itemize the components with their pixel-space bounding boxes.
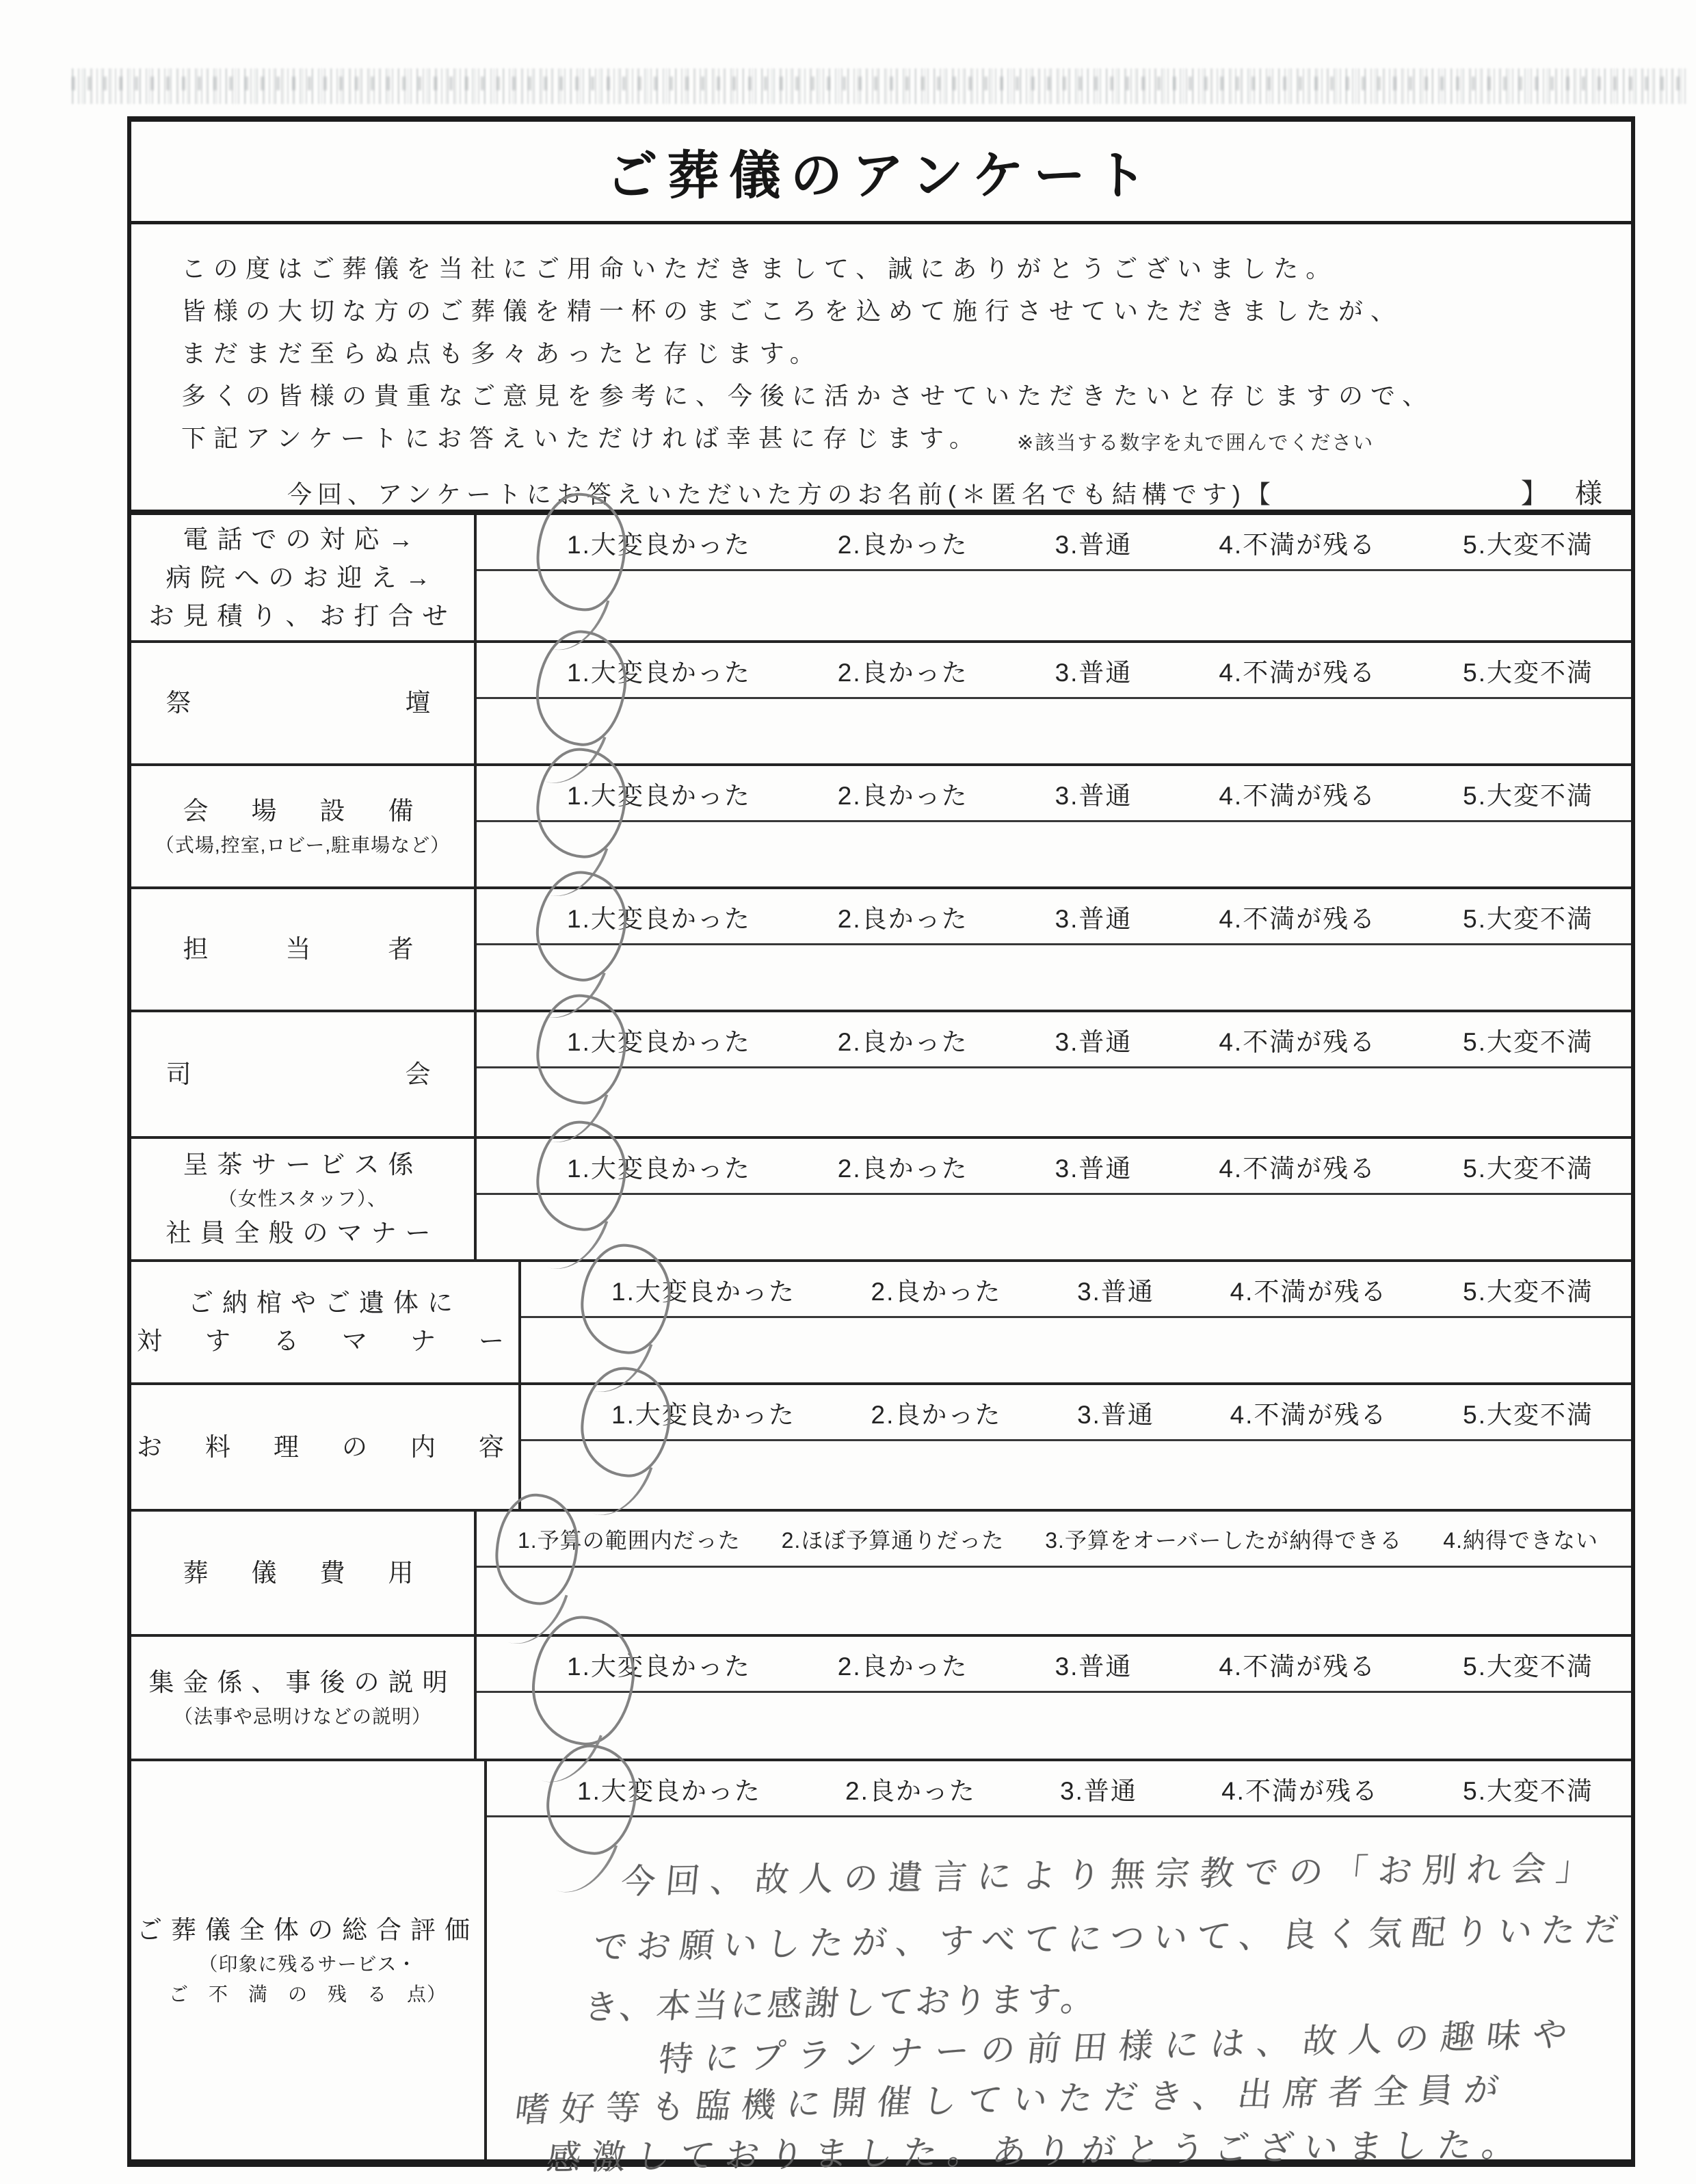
comment-space bbox=[477, 945, 1631, 1010]
row-body bbox=[477, 1139, 1631, 1259]
rating-option: 4.納得できない bbox=[1443, 1527, 1598, 1553]
rating-option: 4.不満が残る bbox=[1221, 1776, 1379, 1805]
survey-row bbox=[131, 1385, 1631, 1512]
rating-option: 2.良かった bbox=[837, 904, 968, 933]
rating-option: 1.大変良かった bbox=[611, 1277, 795, 1306]
rating-option: 1.大変良かった bbox=[567, 1652, 751, 1681]
rating-option: 5.大変不満 bbox=[1463, 904, 1593, 933]
rating-option: 5.大変不満 bbox=[1463, 781, 1593, 810]
row-body bbox=[521, 1262, 1631, 1382]
row-body bbox=[477, 889, 1631, 1010]
rating-option: 5.大変不満 bbox=[1463, 1776, 1593, 1805]
intro-line: この度はご葬儀を当社にご用命いただきまして、誠にありがとうございました。 bbox=[181, 254, 1338, 282]
rating-options bbox=[477, 766, 1631, 822]
rating-option: 2.良かった bbox=[871, 1400, 1002, 1429]
row-body bbox=[521, 1385, 1631, 1509]
rating-option: 3.普通 bbox=[1077, 1400, 1154, 1429]
survey-row bbox=[131, 766, 1631, 889]
row-label-line: 集金係、事後の説明 bbox=[148, 1668, 457, 1696]
rating-option: 3.普通 bbox=[1077, 1277, 1154, 1306]
rating-option: 2.良かった bbox=[845, 1776, 976, 1805]
row-label bbox=[131, 766, 477, 886]
row-label bbox=[131, 1637, 477, 1759]
row-label-line: お 料 理 の 内 容 bbox=[137, 1432, 513, 1461]
row-label bbox=[131, 515, 477, 640]
row-body bbox=[477, 1012, 1631, 1136]
row-label-line: 葬 儀 費 用 bbox=[183, 1558, 423, 1587]
rating-option: 2.良かった bbox=[837, 1027, 968, 1056]
comment-space bbox=[477, 699, 1631, 763]
row-label-line: （女性スタッフ）、 bbox=[217, 1188, 387, 1209]
rating-option: 2.良かった bbox=[837, 1652, 968, 1681]
rating-option: 3.普通 bbox=[1060, 1776, 1137, 1805]
row-label bbox=[131, 1761, 487, 2159]
rating-option: 1.大変良かった bbox=[611, 1400, 795, 1429]
comment-space bbox=[477, 1568, 1631, 1634]
row-label-line: 呈茶サービス係 bbox=[183, 1150, 423, 1179]
rating-option: 1.大変良かった bbox=[567, 781, 751, 810]
rating-option: 5.大変不満 bbox=[1463, 1652, 1593, 1681]
row-body bbox=[487, 1761, 1631, 2177]
rating-options bbox=[521, 1385, 1631, 1441]
rating-option: 3.普通 bbox=[1055, 781, 1132, 810]
rating-option: 4.不満が残る bbox=[1219, 1652, 1377, 1681]
rating-options bbox=[477, 515, 1631, 571]
rating-option: 2.良かった bbox=[837, 1154, 968, 1183]
rating-option: 3.普通 bbox=[1055, 904, 1132, 933]
rating-option: 4.不満が残る bbox=[1219, 530, 1377, 559]
rating-options bbox=[521, 1262, 1631, 1318]
rating-option: 3.普通 bbox=[1055, 1652, 1132, 1681]
survey-row bbox=[131, 1139, 1631, 1262]
rating-option: 1.予算の範囲内だった bbox=[518, 1527, 741, 1553]
row-label bbox=[131, 1262, 521, 1382]
name-suffix: 】 様 bbox=[1520, 479, 1612, 509]
comment-space bbox=[521, 1318, 1631, 1382]
rating-option: 3.普通 bbox=[1055, 658, 1132, 687]
row-label-line: お見積り、お打合せ bbox=[148, 601, 457, 630]
row-body bbox=[477, 766, 1631, 886]
rating-option: 3.普通 bbox=[1055, 530, 1132, 559]
rating-option: 5.大変不満 bbox=[1463, 1400, 1593, 1429]
rating-option: 2.良かった bbox=[837, 530, 968, 559]
survey-sheet bbox=[127, 116, 1635, 2177]
rating-option: 5.大変不満 bbox=[1463, 658, 1593, 687]
page-title: ご葬儀のアンケート bbox=[605, 147, 1157, 205]
comment-space bbox=[477, 1693, 1631, 1759]
row-body bbox=[477, 1637, 1631, 1759]
title-section bbox=[131, 122, 1631, 224]
row-body bbox=[477, 1512, 1631, 1634]
rating-option: 1.大変良かった bbox=[567, 1154, 751, 1183]
row-label-line: 会 場 設 備 bbox=[183, 797, 423, 825]
row-label bbox=[131, 1012, 477, 1136]
respondent-name-row bbox=[287, 472, 1612, 511]
row-body bbox=[477, 515, 1631, 640]
circle-instruction-note: ※該当する数字を丸で囲んでください bbox=[1016, 432, 1375, 454]
row-label-line: 担 当 者 bbox=[183, 935, 423, 963]
row-label-line: （印象に残るサービス・ bbox=[198, 1953, 417, 1975]
rating-options bbox=[477, 1139, 1631, 1195]
scan-bleedthrough-noise-2 bbox=[72, 77, 1686, 90]
intro-line: 皆様の大切な方のご葬儀を精一杯のまごころを込めて施行させていただきましたが、 bbox=[181, 297, 1403, 325]
rating-options bbox=[477, 1012, 1631, 1068]
handwritten-comment-line: 特にプランナーの前田様には、故人の趣味や bbox=[657, 2014, 1581, 2079]
comment-space bbox=[521, 1441, 1631, 1509]
row-label-line: ご納棺やご遺体に bbox=[188, 1289, 462, 1317]
rating-option: 3.予算をオーバーしたが納得できる bbox=[1045, 1527, 1403, 1553]
row-label bbox=[131, 643, 477, 763]
comment-space bbox=[477, 1195, 1631, 1259]
rating-option: 4.不満が残る bbox=[1219, 658, 1377, 687]
name-prompt: 今回、アンケートにお答えいただいた方のお名前(＊匿名でも結構です)【 bbox=[287, 480, 1276, 508]
row-label-line: 司 会 bbox=[165, 1060, 440, 1088]
row-label-line: ご 不 満 の 残 る 点） bbox=[168, 1984, 447, 2005]
survey-row bbox=[131, 1761, 1631, 2177]
survey-row bbox=[131, 1512, 1631, 1637]
row-label-line: 対 す る マ ナ ー bbox=[137, 1327, 513, 1355]
row-body bbox=[477, 643, 1631, 763]
intro-line: まだまだ至らぬ点も多々あったと存じます。 bbox=[181, 339, 822, 367]
row-label-line: 社員全般のマナー bbox=[165, 1219, 440, 1247]
comment-space bbox=[477, 822, 1631, 886]
rating-option: 2.良かった bbox=[871, 1277, 1002, 1306]
row-label bbox=[131, 1385, 521, 1509]
comment-space bbox=[477, 571, 1631, 640]
rating-option: 1.大変良かった bbox=[577, 1776, 761, 1805]
rating-option: 1.大変良かった bbox=[567, 904, 751, 933]
row-label-line: 電話での対応→ bbox=[183, 525, 423, 553]
rating-option: 4.不満が残る bbox=[1230, 1277, 1388, 1306]
rating-option: 5.大変不満 bbox=[1463, 1154, 1593, 1183]
row-label-line: 祭 壇 bbox=[165, 689, 440, 717]
intro-line: 下記アンケートにお答えいただければ幸甚に存じます。 bbox=[181, 424, 981, 452]
rating-options bbox=[477, 1637, 1631, 1693]
rating-options bbox=[477, 889, 1631, 945]
row-label-line: 病院へのお迎え→ bbox=[165, 563, 440, 592]
handwritten-comment-line: き、本当に感謝しております。 bbox=[581, 1979, 1100, 2027]
rating-option: 1.大変良かった bbox=[567, 658, 751, 687]
rating-option: 2.良かった bbox=[837, 658, 968, 687]
rating-option: 3.普通 bbox=[1055, 1027, 1132, 1056]
row-label bbox=[131, 1139, 477, 1259]
rating-option: 1.大変良かった bbox=[567, 530, 751, 559]
row-label bbox=[131, 889, 477, 1010]
handwritten-comment-line: 感激しておりました。ありがとうございました。 bbox=[544, 2125, 1529, 2177]
rating-option: 4.不満が残る bbox=[1230, 1400, 1388, 1429]
rating-option: 4.不満が残る bbox=[1219, 904, 1377, 933]
rating-option: 5.大変不満 bbox=[1463, 1027, 1593, 1056]
rating-options bbox=[477, 643, 1631, 699]
rating-option: 3.普通 bbox=[1055, 1154, 1132, 1183]
row-label-line: （法事や忌明けなどの説明） bbox=[173, 1706, 432, 1727]
rating-options bbox=[477, 1512, 1631, 1568]
survey-row bbox=[131, 515, 1631, 643]
row-label bbox=[131, 1512, 477, 1634]
rating-option: 1.大変良かった bbox=[567, 1027, 751, 1056]
rating-option: 4.不満が残る bbox=[1219, 1154, 1377, 1183]
rating-option: 4.不満が残る bbox=[1219, 1027, 1377, 1056]
rating-options bbox=[487, 1761, 1631, 1817]
survey-row bbox=[131, 889, 1631, 1012]
row-label-line: ご葬儀全体の総合評価 bbox=[137, 1916, 479, 1944]
handwritten-comment-line: 今回、故人の遺言により無宗教での「お別れ会」 bbox=[619, 1849, 1602, 1901]
handwritten-comment-line: でお願いしたが、すべてについて、良く気配りいただ bbox=[591, 1910, 1630, 1966]
survey-row bbox=[131, 1262, 1631, 1385]
survey-row bbox=[131, 1637, 1631, 1761]
rating-option: 5.大変不満 bbox=[1463, 530, 1593, 559]
row-label-line: （式場,控室,ロビー,駐車場など） bbox=[155, 834, 451, 856]
survey-row bbox=[131, 1012, 1631, 1139]
rating-option: 4.不満が残る bbox=[1219, 781, 1377, 810]
handwritten-comment-line: 嗜好等も臨機に開催していただき、出席者全員が bbox=[512, 2070, 1512, 2129]
rating-option: 5.大変不満 bbox=[1463, 1277, 1593, 1306]
rating-option: 2.ほぼ予算通りだった bbox=[781, 1527, 1005, 1553]
comment-space bbox=[477, 1068, 1631, 1136]
intro-line-with-note bbox=[181, 417, 1617, 460]
intro-line: 多くの皆様の貴重なご意見を参考に、今後に活かさせていただきたいと存じますので、 bbox=[181, 382, 1435, 410]
survey-row bbox=[131, 643, 1631, 766]
survey-table-rows bbox=[131, 515, 1631, 2177]
intro-section bbox=[131, 224, 1631, 515]
rating-option: 2.良かった bbox=[837, 781, 968, 810]
